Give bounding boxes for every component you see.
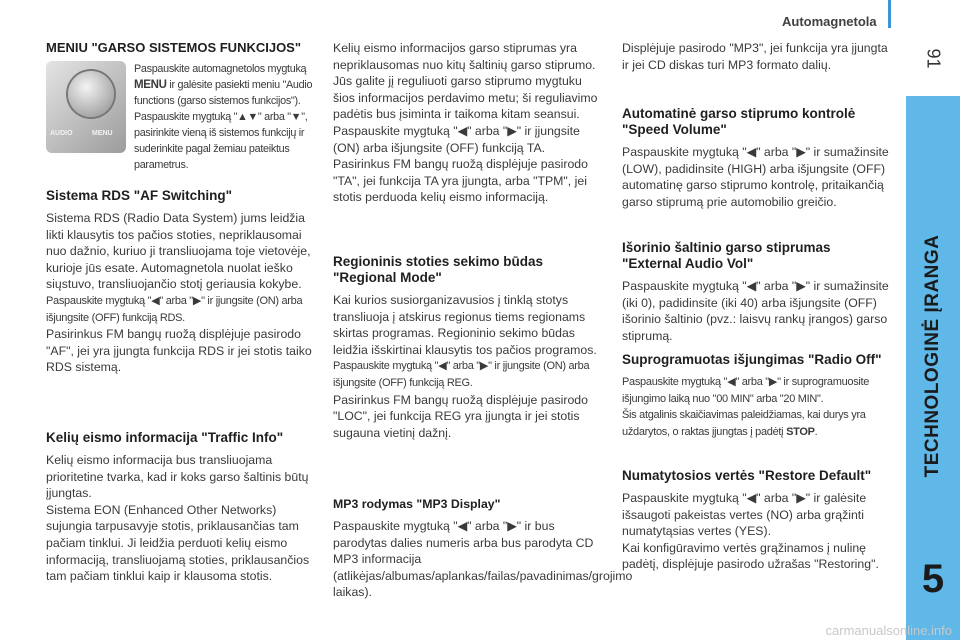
section-radio-off bbox=[622, 352, 892, 440]
speed-heading: Automatinė garso stiprumo kontrolė "Speed Volume" bbox=[622, 106, 856, 137]
default-body: Paspauskite mygtuką "◀" arba "▶" ir galėsite išsaugoti pakeistas vertes (NO) arba grąžinti numatytąsias vertes (YES). bbox=[622, 491, 867, 539]
page-header-title: Automagnetola bbox=[782, 14, 877, 29]
knob-label-audio: AUDIO bbox=[50, 130, 73, 137]
section-regional bbox=[333, 254, 603, 441]
ext-heading: Išorinio šaltinio garso stiprumas "External Audio Vol" bbox=[622, 240, 831, 271]
traffic-heading: Kelių eismo informacija "Traffic Info" bbox=[46, 430, 284, 445]
chapter-number: 5 bbox=[921, 557, 945, 601]
traffic-body: Kelių eismo informacija bus transliuojama prioritetine tvarka, kad ir koks garso šaltinis būtų įjungtas. bbox=[46, 453, 309, 501]
mp3-body: Paspauskite mygtuką "◀" arba "▶" ir bus parodytas dalies numeris arba bus parodyta CD MP3 informacija (atlikėjas/albumas/aplankas/failas/pavadinimas/grojimo laikas). bbox=[333, 519, 633, 600]
regional-body-3: Pasirinkus FM bangų ruožą displėjuje pasirodo "LOC", jei funkcija REG yra įjungta ir jei stotis sugauna vietinį dažnį. bbox=[333, 392, 588, 440]
off-body-2: Šis atgalinis skaičiavimas paleidžiamas, kai durys yra uždarytos, o raktas įjungtas į padėtį STOP. bbox=[622, 409, 866, 438]
regional-body: Kai kurios susiorganizavusios į tinklą stotys transliuoja į atskirus regionus tiems regionams skirtas programas. Regioninio sekimo būdas leidžia išskirtinai klausytis tos pačios programos. bbox=[333, 293, 597, 357]
section-restore-default bbox=[622, 468, 892, 573]
default-heading: Numatytosios vertės "Restore Default" bbox=[622, 468, 872, 483]
mp3-display-text: Displėjuje pasirodo "MP3", jei funkcija yra įjungta ir jei CD diskas turi MP3 formato dalių. bbox=[622, 41, 888, 72]
regional-body-2: Paspauskite mygtuką "◀" arba "▶" ir įjungsite (ON) arba išjungsite (OFF) funkciją REG. bbox=[333, 360, 590, 389]
traffic-volume-text: Kelių eismo informacijos garso stiprumas yra nepriklausomas nuo kitų šaltinių garso stiprumo. Jūs galite jį reguliuoti garso stiprumo mygtuku šios informacijos perdavimo metu; ši reguliavimo padėtis bus įsiminta ir taikoma kitam seansui. bbox=[333, 41, 598, 122]
ta-display-text: Pasirinkus FM bangų ruožą displėjuje pasirodo "TA", jei funkcija TA yra įjungta, arba "TPM", jei stotis perduoda kelių eismo informaciją. bbox=[333, 157, 588, 205]
page-number: 91 bbox=[923, 48, 944, 69]
column-1 bbox=[46, 40, 316, 584]
ta-toggle-text: Paspauskite mygtuką "◀" arba "▶" ir įjungsite (ON) arba išjungsite (OFF) funkciją TA. bbox=[333, 123, 580, 155]
rds-body-3: Pasirinkus FM bangų ruožą displėjuje pasirodo "AF", jei yra įjungta funkcija RDS ir jei stotis taiko RDS sistemą. bbox=[46, 327, 312, 375]
intro-line-3: Paspauskite mygtuką "▲▼" arba "▼", pasirinkite vieną iš sistemos funkcijų ir suderinkite pagal žemiau pateiktus parametrus. bbox=[134, 111, 308, 171]
ext-body: Paspauskite mygtuką "◀" arba "▶" ir sumažinsite (iki 0), padidinsite (iki 40) arba išjungsite (OFF) išorinio šaltinio (pvz.: laisvų rankų įrangos) garso stiprumą. bbox=[622, 279, 889, 343]
knob-label-menu: MENU bbox=[92, 130, 113, 137]
section-mp3 bbox=[333, 496, 633, 601]
section-rds bbox=[46, 188, 316, 376]
off-body: Paspauskite mygtuką "◀" arba "▶" ir suprogramuosite išjungimo laiką nuo "00 MIN" arba "20 MIN". bbox=[622, 376, 870, 405]
intro-block bbox=[46, 61, 316, 173]
chapter-side-band bbox=[906, 96, 960, 640]
column-3 bbox=[622, 40, 892, 572]
knob-dial-icon bbox=[68, 71, 114, 117]
rds-body-2: Paspauskite mygtuką "◀" arba "▶" ir įjungsite (ON) arba išjungsite (OFF) funkciją RDS. bbox=[46, 294, 303, 324]
intro-menu-key: MENU bbox=[134, 79, 167, 91]
regional-heading: Regioninis stoties sekimo būdas "Regional Mode" bbox=[333, 254, 544, 285]
off-body-2-text: Šis atgalinis skaičiavimas paleidžiamas, kai durys yra uždarytos, o raktas įjungtas į padėtį bbox=[622, 409, 866, 438]
rds-body: Sistema RDS (Radio Data System) jums leidžia likti klausytis tos pačios stoties, nepriklausomai nuo dažnio, kuriuo ji transliuojama toje vietovėje, kurioje jūs esate. Automagnetola nuolat ieško siųstuvo, transliuojančio stotį geriausia kokybe. bbox=[46, 211, 311, 292]
radio-knob-picture bbox=[46, 61, 126, 153]
section-speed-volume bbox=[622, 106, 892, 210]
mp3-heading: MP3 rodymas "MP3 Display" bbox=[333, 497, 501, 511]
off-heading: Suprogramuotas išjungimas "Radio Off" bbox=[622, 352, 882, 367]
watermark: carmanualsonline.info bbox=[825, 623, 952, 638]
section-traffic bbox=[46, 430, 316, 585]
column-2 bbox=[333, 40, 633, 600]
main-heading: MENIU "GARSO SISTEMOS FUNKCIJOS" bbox=[46, 40, 302, 55]
rds-heading: Sistema RDS "AF Switching" bbox=[46, 188, 233, 203]
traffic-body-2: Sistema EON (Enhanced Other Networks) sujungia tarpusavyje stotis, priklausančias tam pačiam tinklui. Ji leidžia perduoti kelių eismo informaciją, transliuojamą stoties, priklausančios tam pačiam tinklui kaip ir klausoma stotis. bbox=[46, 502, 310, 584]
intro-text bbox=[134, 61, 316, 173]
header-accent-line bbox=[888, 0, 891, 28]
intro-line-2: ir galėsite pasiekti meniu "Audio functions (garso sistemos funkcijos"). bbox=[134, 79, 313, 107]
off-stop-key: STOP bbox=[786, 425, 815, 438]
section-external-audio bbox=[622, 240, 892, 344]
speed-body: Paspauskite mygtuką "◀" arba "▶" ir sumažinsite (LOW), padidinsite (HIGH) arba išjungsite (OFF) automatinę garso stiprumo kontrolę, pritaikančią garso stiprumą prie automobilio greičio. bbox=[622, 145, 889, 209]
chapter-label: TECHNOLOGINĖ ĮRANGA bbox=[922, 234, 943, 478]
default-body-2: Kai konfigūravimo vertės grąžinamos į nulinę padėtį, displėjuje pasirodo užrašas "Restoring". bbox=[622, 540, 879, 572]
intro-line-1: Paspauskite automagnetolos mygtuką bbox=[134, 63, 307, 75]
